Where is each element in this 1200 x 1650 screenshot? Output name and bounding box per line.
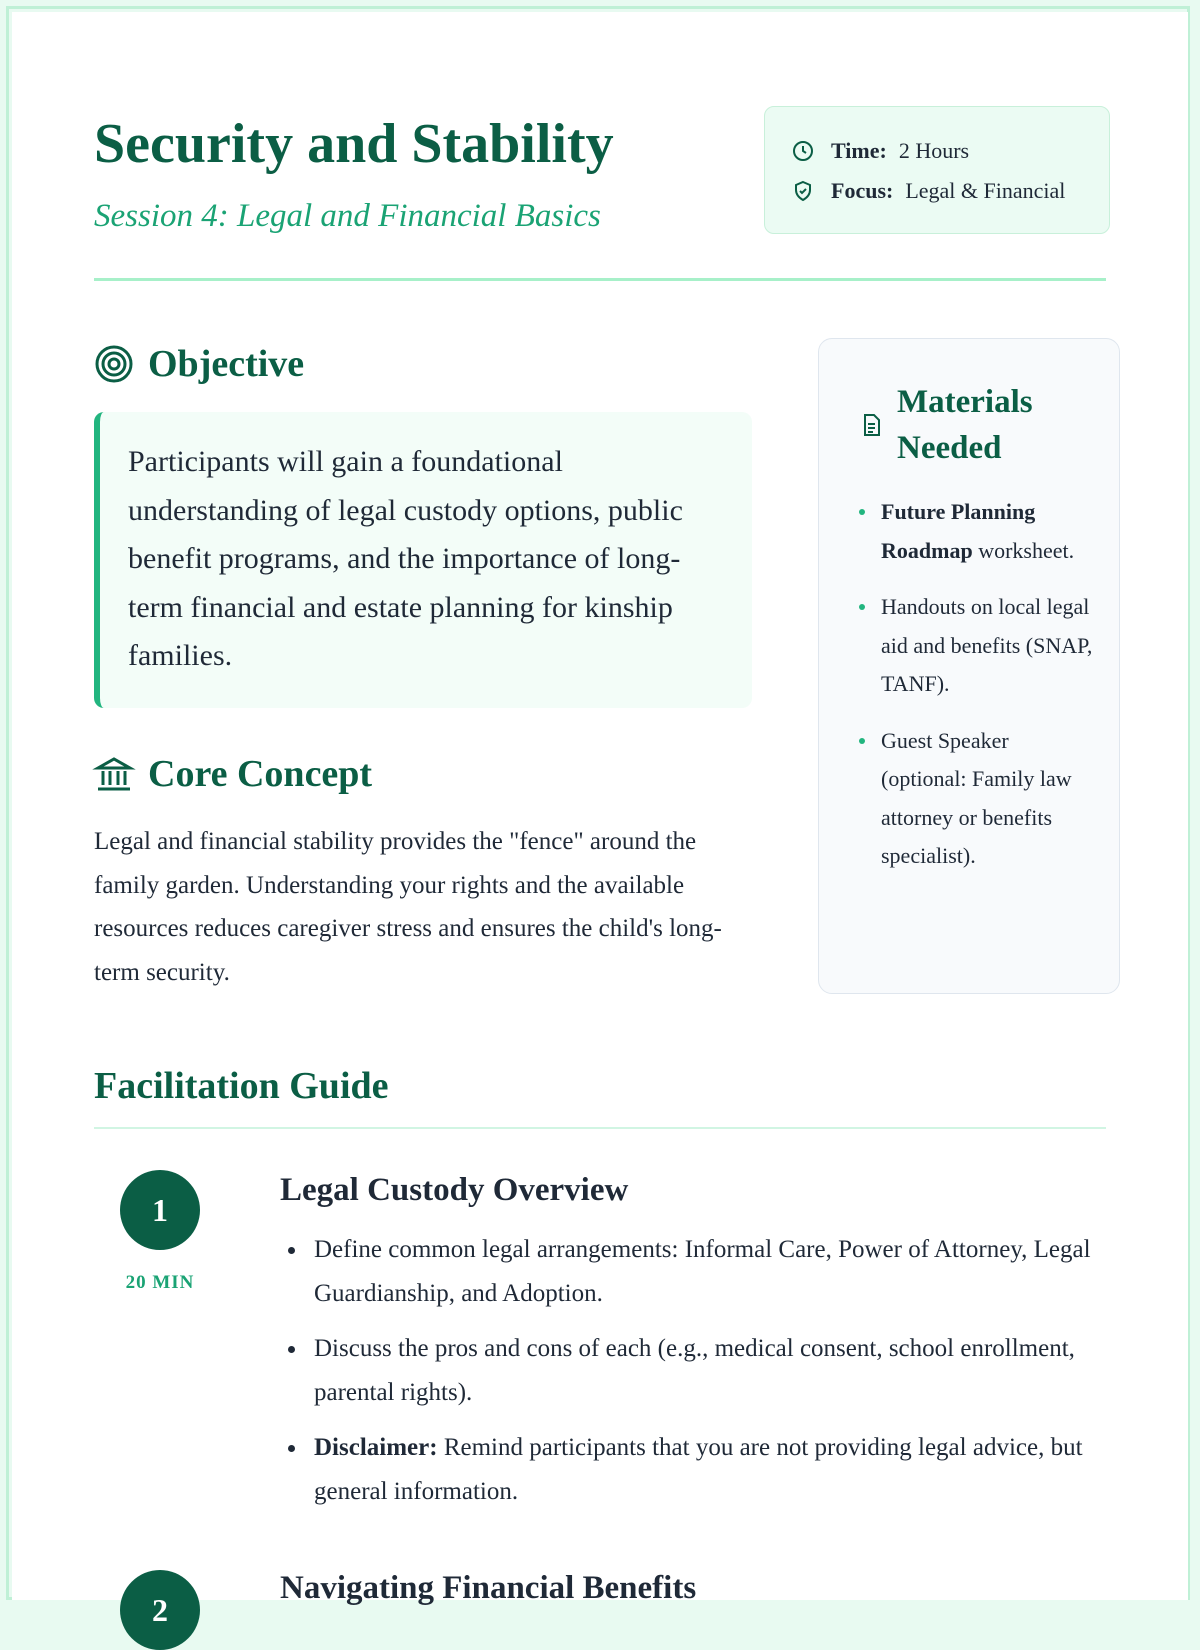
time-value: 2 Hours xyxy=(898,138,970,163)
session-meta-box xyxy=(764,106,1110,234)
step-number-badge: 2 xyxy=(120,1570,200,1650)
objective-heading-row xyxy=(94,342,304,386)
step-bullet-text: Remind participants that you are not providing legal advice, but general information. xyxy=(314,1434,1083,1505)
materials-item xyxy=(859,722,1095,876)
focus-label: Focus: xyxy=(831,178,894,203)
facilitation-divider xyxy=(94,1127,1106,1129)
page-subtitle: Session 4: Legal and Financial Basics xyxy=(94,198,601,234)
bank-icon xyxy=(94,754,134,794)
clock-icon xyxy=(791,139,815,163)
shield-check-icon xyxy=(791,179,815,203)
materials-item-bold: Future Planning Roadmap xyxy=(881,499,1036,563)
step-bullet-text: Define common legal arrangements: Informal Care, Power of Attorney, Legal Guardianship, and Adoption. xyxy=(314,1236,1091,1307)
step-title: Legal Custody Overview xyxy=(280,1172,629,1208)
facilitation-heading: Facilitation Guide xyxy=(94,1065,389,1107)
core-concept-heading: Core Concept xyxy=(148,753,373,795)
core-concept-heading-row xyxy=(94,752,372,796)
materials-panel xyxy=(818,338,1120,994)
materials-item-text: Handouts on local legal aid and benefits (SNAP, TANF). xyxy=(881,594,1093,696)
materials-item-text: Guest Speaker (optional: Family law attorney or benefits specialist). xyxy=(881,727,1072,868)
materials-item xyxy=(859,588,1095,704)
materials-heading-row xyxy=(859,379,1095,471)
focus-row xyxy=(791,171,1083,211)
step-bullet xyxy=(280,1426,1100,1513)
document-icon xyxy=(859,413,883,437)
step-bullet xyxy=(280,1327,1100,1414)
materials-item xyxy=(859,493,1095,570)
step-number-badge: 1 xyxy=(120,1170,200,1250)
objective-heading: Objective xyxy=(148,343,305,385)
page xyxy=(12,12,1188,1628)
objective-box: Participants will gain a foundational understanding of legal custody options, public benefit programs, and the importance of long-term financial and estate planning for kinship families. xyxy=(94,412,752,708)
materials-list xyxy=(859,493,1095,876)
time-label: Time: xyxy=(831,138,887,163)
step-bullet xyxy=(280,1228,1100,1315)
step-duration: 20 MIN xyxy=(125,1272,195,1293)
step-bullet-text: Discuss the pros and cons of each (e.g., medical consent, school enrollment, parental rights). xyxy=(314,1335,1075,1406)
step-bullets xyxy=(280,1228,1100,1525)
target-icon xyxy=(94,344,134,384)
materials-item-text: worksheet. xyxy=(972,537,1075,563)
materials-heading: Materials Needed xyxy=(897,384,1033,466)
page-title: Security and Stability xyxy=(94,113,614,175)
header xyxy=(94,102,1106,282)
header-divider xyxy=(94,278,1106,281)
step-bullet-bold: Disclaimer: xyxy=(314,1434,438,1461)
step-title: Navigating Financial Benefits xyxy=(280,1570,697,1606)
core-concept-text: Legal and financial stability provides the "fence" around the family garden. Understanding your rights and the available resources reduces caregiver stress and ensures the child's long-term security. xyxy=(94,828,722,986)
time-row xyxy=(791,131,1083,171)
focus-value: Legal & Financial xyxy=(905,178,1066,203)
